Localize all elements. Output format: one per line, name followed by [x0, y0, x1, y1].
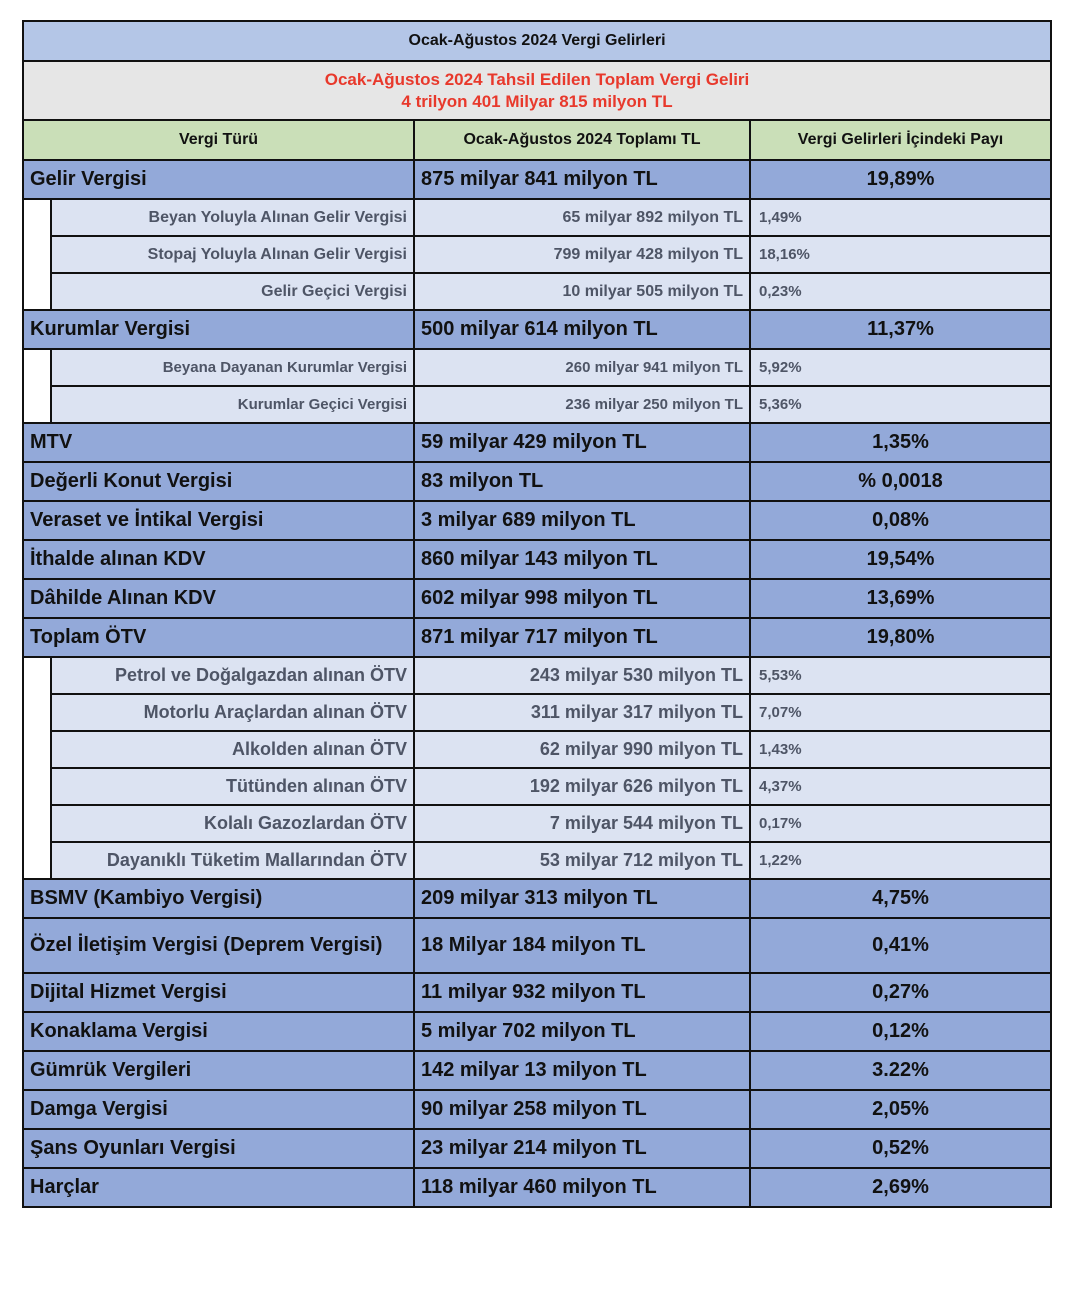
- indent-gutter: [23, 657, 51, 694]
- tax-type: Konaklama Vergisi: [23, 1012, 414, 1051]
- tax-row: [23, 540, 1051, 579]
- tax-amount: 18 Milyar 184 milyon TL: [414, 918, 750, 973]
- tax-row: [23, 618, 1051, 657]
- tax-row: [23, 423, 1051, 462]
- tax-share: 4,75%: [750, 879, 1051, 918]
- tax-subtype: Petrol ve Doğalgazdan alınan ÖTV: [51, 657, 414, 694]
- tax-type: Özel İletişim Vergisi (Deprem Vergisi): [23, 918, 414, 973]
- tax-row: [23, 879, 1051, 918]
- indent-gutter: [23, 694, 51, 731]
- tax-type: İthalde alınan KDV: [23, 540, 414, 579]
- tax-share: 7,07%: [750, 694, 1051, 731]
- tax-share: 5,92%: [750, 349, 1051, 386]
- tax-row: [23, 310, 1051, 349]
- tax-amount: 243 milyar 530 milyon TL: [414, 657, 750, 694]
- tax-type: Harçlar: [23, 1168, 414, 1207]
- header-tax-type: Vergi Türü: [23, 120, 414, 160]
- indent-gutter: [23, 805, 51, 842]
- indent-gutter: [23, 842, 51, 879]
- tax-row: [23, 973, 1051, 1012]
- tax-row: [23, 579, 1051, 618]
- indent-gutter: [23, 199, 51, 236]
- tax-amount: 83 milyon TL: [414, 462, 750, 501]
- tax-type: Dâhilde Alınan KDV: [23, 579, 414, 618]
- tax-share: 1,49%: [750, 199, 1051, 236]
- tax-amount: 62 milyar 990 milyon TL: [414, 731, 750, 768]
- tax-subtype: Motorlu Araçlardan alınan ÖTV: [51, 694, 414, 731]
- tax-type: Gelir Vergisi: [23, 160, 414, 199]
- tax-share: 0,08%: [750, 501, 1051, 540]
- tax-share: 11,37%: [750, 310, 1051, 349]
- tax-amount: 23 milyar 214 milyon TL: [414, 1129, 750, 1168]
- tax-row: [23, 1012, 1051, 1051]
- tax-share: 4,37%: [750, 768, 1051, 805]
- tax-subtype: Alkolden alınan ÖTV: [51, 731, 414, 768]
- tax-amount: 3 milyar 689 milyon TL: [414, 501, 750, 540]
- total-revenue-value: 4 trilyon 401 Milyar 815 milyon TL: [401, 91, 673, 111]
- tax-subtype: Gelir Geçici Vergisi: [51, 273, 414, 310]
- tax-share: 0,17%: [750, 805, 1051, 842]
- tax-share: 19,80%: [750, 618, 1051, 657]
- tax-amount: 192 milyar 626 milyon TL: [414, 768, 750, 805]
- tax-type: Değerli Konut Vergisi: [23, 462, 414, 501]
- tax-subrow: [23, 386, 1051, 423]
- tax-row: [23, 1051, 1051, 1090]
- indent-gutter: [23, 731, 51, 768]
- tax-type: BSMV (Kambiyo Vergisi): [23, 879, 414, 918]
- tax-subrow: [23, 657, 1051, 694]
- tax-subrow: [23, 842, 1051, 879]
- tax-subtype: Kurumlar Geçici Vergisi: [51, 386, 414, 423]
- tax-subtype: Beyan Yoluyla Alınan Gelir Vergisi: [51, 199, 414, 236]
- table-title: Ocak-Ağustos 2024 Vergi Gelirleri: [23, 21, 1051, 61]
- tax-subrow: [23, 349, 1051, 386]
- tax-subtype: Beyana Dayanan Kurumlar Vergisi: [51, 349, 414, 386]
- tax-amount: 118 milyar 460 milyon TL: [414, 1168, 750, 1207]
- tax-share: 19,54%: [750, 540, 1051, 579]
- tax-amount: 10 milyar 505 milyon TL: [414, 273, 750, 310]
- tax-share: 19,89%: [750, 160, 1051, 199]
- tax-share: 2,69%: [750, 1168, 1051, 1207]
- tax-share: 0,27%: [750, 973, 1051, 1012]
- tax-type: Şans Oyunları Vergisi: [23, 1129, 414, 1168]
- tax-amount: 90 milyar 258 milyon TL: [414, 1090, 750, 1129]
- tax-type: Dijital Hizmet Vergisi: [23, 973, 414, 1012]
- total-revenue-row: [23, 61, 1051, 120]
- tax-amount: 311 milyar 317 milyon TL: [414, 694, 750, 731]
- tax-row: [23, 462, 1051, 501]
- total-revenue: [23, 61, 1051, 120]
- tax-share: 5,36%: [750, 386, 1051, 423]
- tax-subrow: [23, 805, 1051, 842]
- tax-subrow: [23, 731, 1051, 768]
- tax-amount: 59 milyar 429 milyon TL: [414, 423, 750, 462]
- tax-amount: 500 milyar 614 milyon TL: [414, 310, 750, 349]
- indent-gutter: [23, 768, 51, 805]
- tax-row: [23, 918, 1051, 973]
- tax-share: 1,22%: [750, 842, 1051, 879]
- tax-type: Damga Vergisi: [23, 1090, 414, 1129]
- tax-amount: 875 milyar 841 milyon TL: [414, 160, 750, 199]
- tax-row: [23, 1168, 1051, 1207]
- tax-row: [23, 1129, 1051, 1168]
- table-title-row: [23, 21, 1051, 61]
- tax-amount: 11 milyar 932 milyon TL: [414, 973, 750, 1012]
- tax-subrow: [23, 236, 1051, 273]
- tax-share: 0,12%: [750, 1012, 1051, 1051]
- tax-type: MTV: [23, 423, 414, 462]
- tax-subrow: [23, 199, 1051, 236]
- tax-amount: 860 milyar 143 milyon TL: [414, 540, 750, 579]
- tax-amount: 5 milyar 702 milyon TL: [414, 1012, 750, 1051]
- tax-row: [23, 160, 1051, 199]
- tax-amount: 799 milyar 428 milyon TL: [414, 236, 750, 273]
- tax-subtype: Dayanıklı Tüketim Mallarından ÖTV: [51, 842, 414, 879]
- tax-amount: 871 milyar 717 milyon TL: [414, 618, 750, 657]
- tax-amount: 142 milyar 13 milyon TL: [414, 1051, 750, 1090]
- tax-amount: 602 milyar 998 milyon TL: [414, 579, 750, 618]
- header-row: [23, 120, 1051, 160]
- tax-subrow: [23, 694, 1051, 731]
- tax-share: 3.22%: [750, 1051, 1051, 1090]
- indent-gutter: [23, 349, 51, 386]
- tax-type: Gümrük Vergileri: [23, 1051, 414, 1090]
- tax-subrow: [23, 273, 1051, 310]
- tax-share: 0,41%: [750, 918, 1051, 973]
- indent-gutter: [23, 273, 51, 310]
- tax-share: 18,16%: [750, 236, 1051, 273]
- tax-amount: 7 milyar 544 milyon TL: [414, 805, 750, 842]
- tax-type: Kurumlar Vergisi: [23, 310, 414, 349]
- indent-gutter: [23, 386, 51, 423]
- tax-amount: 236 milyar 250 milyon TL: [414, 386, 750, 423]
- tax-share: 1,43%: [750, 731, 1051, 768]
- tax-subtype: Tütünden alınan ÖTV: [51, 768, 414, 805]
- header-total: Ocak-Ağustos 2024 Toplamı TL: [414, 120, 750, 160]
- tax-revenue-table: [22, 20, 1052, 1208]
- tax-amount: 260 milyar 941 milyon TL: [414, 349, 750, 386]
- tax-share: 0,23%: [750, 273, 1051, 310]
- tax-amount: 65 milyar 892 milyon TL: [414, 199, 750, 236]
- tax-subrow: [23, 768, 1051, 805]
- tax-type: Veraset ve İntikal Vergisi: [23, 501, 414, 540]
- total-revenue-label: Ocak-Ağustos 2024 Tahsil Edilen Toplam Vergi Geliri: [324, 69, 750, 89]
- tax-share: 1,35%: [750, 423, 1051, 462]
- tax-share: 2,05%: [750, 1090, 1051, 1129]
- tax-row: [23, 501, 1051, 540]
- tax-type: Toplam ÖTV: [23, 618, 414, 657]
- tax-share: % 0,0018: [750, 462, 1051, 501]
- tax-share: 5,53%: [750, 657, 1051, 694]
- tax-share: 13,69%: [750, 579, 1051, 618]
- header-share: Vergi Gelirleri İçindeki Payı: [750, 120, 1051, 160]
- tax-row: [23, 1090, 1051, 1129]
- tax-amount: 53 milyar 712 milyon TL: [414, 842, 750, 879]
- indent-gutter: [23, 236, 51, 273]
- tax-share: 0,52%: [750, 1129, 1051, 1168]
- tax-amount: 209 milyar 313 milyon TL: [414, 879, 750, 918]
- tax-subtype: Kolalı Gazozlardan ÖTV: [51, 805, 414, 842]
- tax-subtype: Stopaj Yoluyla Alınan Gelir Vergisi: [51, 236, 414, 273]
